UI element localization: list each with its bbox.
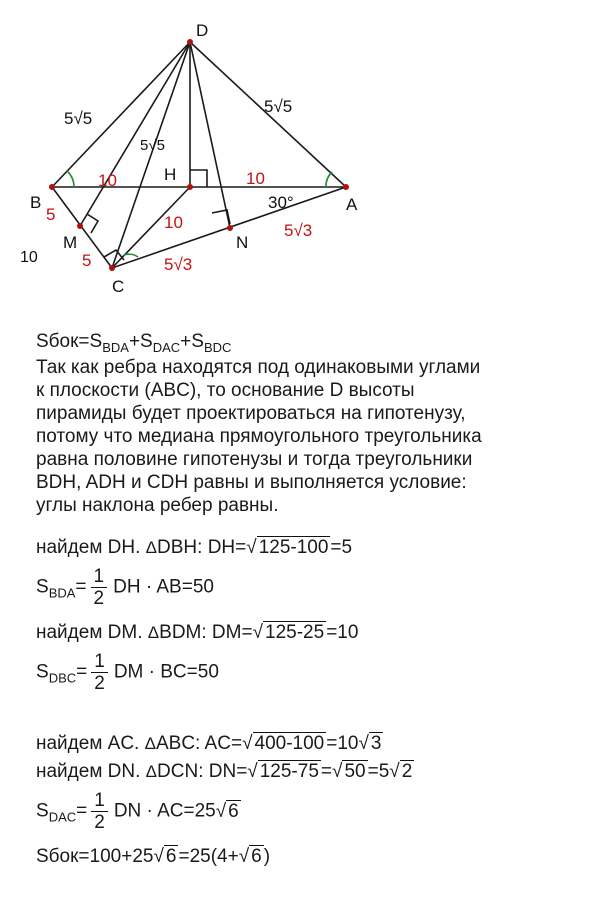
s-dbc-expr: DM · BC=50 <box>113 661 219 683</box>
label-angle-A: 30° <box>268 193 294 212</box>
pyramid-figure <box>0 0 614 310</box>
paragraph-line: BDH, ADH и CDH равны и выполняется условие: <box>36 472 467 493</box>
paragraph-line: пирамиды будет проектироваться на гипотенузу, <box>36 403 466 424</box>
ac-eq: ABC: AC= <box>155 733 243 754</box>
sub-bda: BDA <box>48 585 76 601</box>
sqrt-2: √ 2 <box>389 761 413 782</box>
radicand: 6 <box>165 846 177 867</box>
s-bda-expr: DH · AB=50 <box>113 576 214 598</box>
final-close: ) <box>263 846 271 867</box>
label-BH-length: 10 <box>98 171 117 190</box>
dh-eq: DBH: DH= <box>157 537 247 558</box>
label-M: M <box>63 233 78 252</box>
radicand: 6 <box>228 800 239 822</box>
find-dh-line <box>36 536 606 559</box>
denominator: 2 <box>94 673 105 694</box>
sqrt-125-25: √ 125-25 <box>252 622 325 643</box>
s-dbc-formula <box>36 651 606 694</box>
label-N: N <box>236 233 249 252</box>
denominator: 2 <box>93 588 105 609</box>
find-dm-text: найдем DM. <box>36 622 143 643</box>
edge-DC <box>112 42 190 268</box>
right-angle-M <box>87 214 98 233</box>
label-H: H <box>164 165 177 184</box>
triangle-icon: Δ <box>147 623 160 642</box>
angle-arc-B <box>67 171 74 187</box>
radicand: 125-75 <box>259 761 319 782</box>
radicand: 2 <box>401 761 413 782</box>
dn-result: =5 <box>367 761 390 782</box>
triangle-icon: Δ <box>145 538 158 557</box>
sub-dac: DAC <box>48 809 77 825</box>
s-dac-formula <box>36 790 606 833</box>
sub-bdc: BDC <box>203 340 232 355</box>
paragraph-line: к плоскости (ABC), то основание D высоты <box>36 380 415 401</box>
label-DA-length: 5√5 <box>264 97 293 116</box>
label-A: A <box>346 195 358 214</box>
final-answer <box>36 845 606 868</box>
fraction-half <box>91 566 108 609</box>
equals: = <box>320 761 333 782</box>
point-H <box>187 184 193 190</box>
paragraph-line: потому что медиана прямоугольного треугольника <box>36 426 482 447</box>
sqrt-125-75: √ 125-75 <box>247 761 319 782</box>
equals: = <box>76 800 88 822</box>
label-B: B <box>30 193 42 212</box>
label-HA-length: 10 <box>246 169 265 188</box>
dm-eq: BDM: DM= <box>159 622 253 643</box>
find-dm-line <box>36 621 606 644</box>
s-letter: S <box>36 661 49 683</box>
dh-result: =5 <box>330 537 353 558</box>
plus-s-2: +S <box>180 331 204 352</box>
find-ac-text: найдем AC. <box>36 733 140 754</box>
denominator: 2 <box>94 812 105 833</box>
label-DB-length: 5√5 <box>64 109 93 128</box>
radicand: 125-100 <box>258 537 329 558</box>
sbok-text: Sбок=S <box>36 331 103 352</box>
dn-eq: DCN: DN= <box>157 761 248 782</box>
equals: = <box>75 576 87 598</box>
sub-dac: DAC <box>152 340 181 355</box>
s-letter: S <box>36 576 49 598</box>
dm-result: =10 <box>326 622 359 643</box>
label-MC-length: 5 <box>82 251 92 270</box>
radicand: 6 <box>251 846 262 867</box>
find-dh-text: найдем DH. <box>36 537 141 558</box>
angle-arc-A <box>326 172 332 187</box>
radicand: 3 <box>370 733 382 754</box>
sub-dbc: DBC <box>48 670 77 686</box>
sqrt-3: √ 3 <box>358 733 382 754</box>
find-ac-line <box>36 732 606 755</box>
ac-result: =10 <box>326 733 359 754</box>
sqrt-125-100: √ 125-100 <box>246 537 329 558</box>
point-B <box>49 184 55 190</box>
point-D <box>187 39 193 45</box>
edge-DN <box>190 42 230 228</box>
fraction-half <box>91 790 108 833</box>
sqrt-400-100: √ 400-100 <box>242 733 325 754</box>
sqrt-6: √ 6 <box>238 846 262 867</box>
edge-DM <box>80 42 190 226</box>
sub-bda: BDA <box>102 340 129 355</box>
triangle-icon: Δ <box>144 734 156 753</box>
explanation-paragraph <box>36 356 606 517</box>
label-C: C <box>112 277 125 296</box>
radicand: 400-100 <box>254 733 325 754</box>
fraction-half <box>91 651 108 694</box>
label-NA-length: 5√3 <box>284 221 313 240</box>
label-DM-length: 5√5 <box>140 137 165 154</box>
sqrt-50: √ 50 <box>332 761 366 782</box>
paragraph-line: равна половине гипотенузы и тогда треугольники <box>36 449 473 470</box>
angle-arc-C <box>124 254 138 257</box>
label-CH-length: 10 <box>164 213 183 232</box>
sbok-formula <box>36 330 606 359</box>
radicand: 125-25 <box>265 622 325 643</box>
plus-s: +S <box>128 331 153 352</box>
radicand: 50 <box>344 761 366 782</box>
s-bda-formula <box>36 566 606 609</box>
sqrt-6: √ 6 <box>215 800 239 822</box>
point-N <box>227 225 233 231</box>
point-A <box>343 184 349 190</box>
find-dn-text: найдем DN. <box>36 761 141 782</box>
point-M <box>77 223 83 229</box>
find-dn-line <box>36 760 606 783</box>
point-C <box>109 265 115 271</box>
equals: = <box>76 661 88 683</box>
label-D: D <box>196 21 209 40</box>
label-BM-length: 5 <box>46 205 56 224</box>
s-dac-expr: DN · AC=25 <box>113 800 216 822</box>
final-text: Sбок=100+25 <box>36 846 154 867</box>
label-BC-length: 10 <box>20 249 38 266</box>
s-letter: S <box>36 800 49 822</box>
label-CN-length: 5√3 <box>164 255 193 274</box>
numerator: 1 <box>91 651 108 673</box>
paragraph-line: Так как ребра находятся под одинаковыми углами <box>36 357 481 378</box>
triangle-icon: Δ <box>145 762 158 781</box>
paragraph-line: углы наклона ребер равны. <box>36 495 279 516</box>
right-angle-H <box>190 170 207 187</box>
numerator: 1 <box>91 566 108 588</box>
sqrt-6: √ 6 <box>153 846 177 867</box>
final-mid: =25(4+ <box>178 846 239 867</box>
numerator: 1 <box>91 790 108 812</box>
